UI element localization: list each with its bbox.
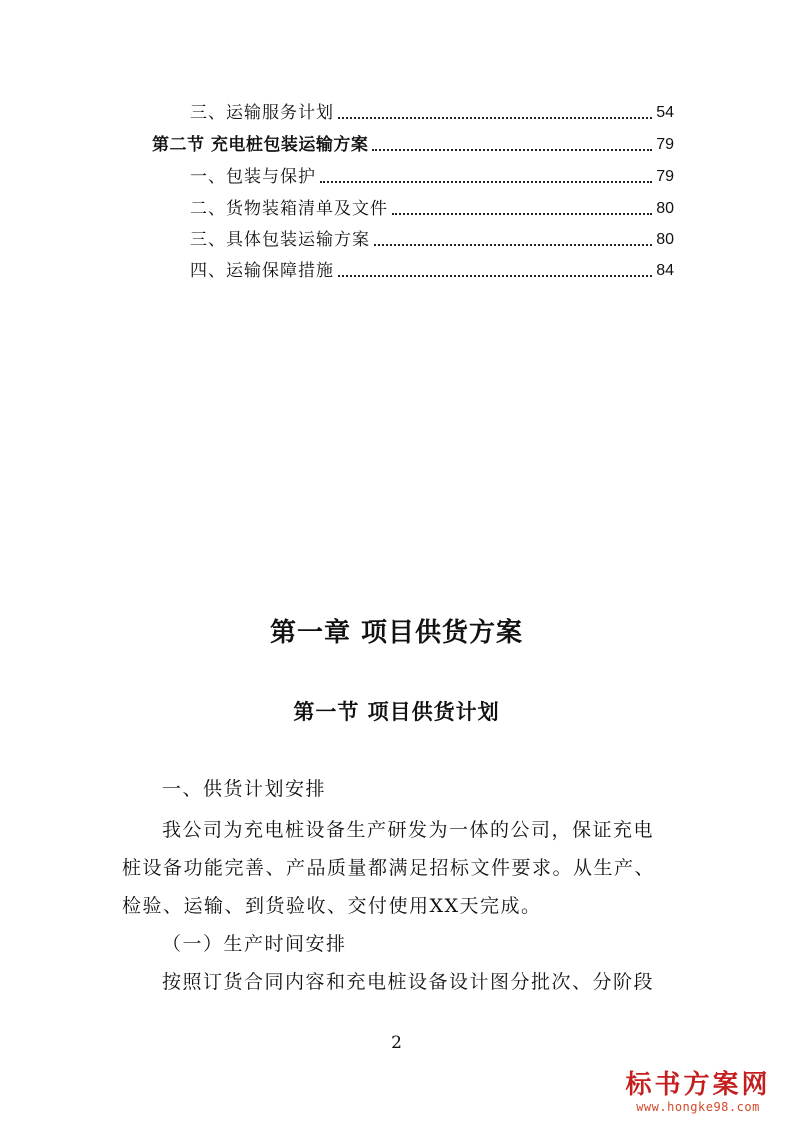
paragraph-line: 检验、运输、到货验收、交付使用XX天完成。 <box>122 895 542 917</box>
paragraph-line: 桩设备功能完善、产品质量都满足招标文件要求。从生产、 <box>122 857 656 879</box>
toc-leader-dots <box>372 149 652 151</box>
toc-leader-dots <box>374 244 652 246</box>
toc-entry-text: 第二节 充电桩包装运输方案 <box>152 135 369 155</box>
watermark-title: 标书方案网 <box>625 1070 771 1100</box>
toc-entry-page: 80 <box>656 200 674 217</box>
subheading-production-time: （一）生产时间安排 <box>162 933 347 955</box>
toc-entry[interactable] <box>190 160 674 188</box>
toc-leader-dots <box>392 213 652 215</box>
toc-entry[interactable] <box>190 254 674 282</box>
subheading-supply-plan: 一、供货计划安排 <box>162 778 327 800</box>
toc-entry-page: 79 <box>656 168 674 185</box>
watermark-url: www.hongke98.com <box>636 1100 760 1114</box>
toc-entry-page: 80 <box>656 231 674 248</box>
toc-entry-page: 54 <box>656 104 674 121</box>
toc-entry-page: 84 <box>656 262 674 279</box>
toc-leader-dots <box>338 275 652 277</box>
toc-entry-text: 三、具体包装运输方案 <box>190 230 370 250</box>
toc-entry-text: 二、货物装箱清单及文件 <box>190 199 388 219</box>
section-title: 第一节 项目供货计划 <box>293 700 500 724</box>
toc-entry[interactable] <box>152 128 674 156</box>
toc-entry-text: 四、运输保障措施 <box>190 261 334 281</box>
paragraph-line: 我公司为充电桩设备生产研发为一体的公司，保证充电 <box>162 819 655 841</box>
toc-entry[interactable] <box>190 223 674 251</box>
watermark-logo <box>613 1070 783 1114</box>
paragraph-line: 按照订货合同内容和充电桩设备设计图分批次、分阶段 <box>162 971 655 993</box>
toc-leader-dots <box>338 117 652 119</box>
page-number: 2 <box>391 1033 402 1053</box>
toc-entry[interactable] <box>190 96 674 124</box>
toc-entry-text: 三、运输服务计划 <box>190 103 334 123</box>
toc-entry-text: 一、包装与保护 <box>190 167 316 187</box>
chapter-title: 第一章 项目供货方案 <box>269 618 524 648</box>
toc-entry-page: 79 <box>656 136 674 153</box>
toc-entry[interactable] <box>190 192 674 220</box>
toc-leader-dots <box>320 181 652 183</box>
